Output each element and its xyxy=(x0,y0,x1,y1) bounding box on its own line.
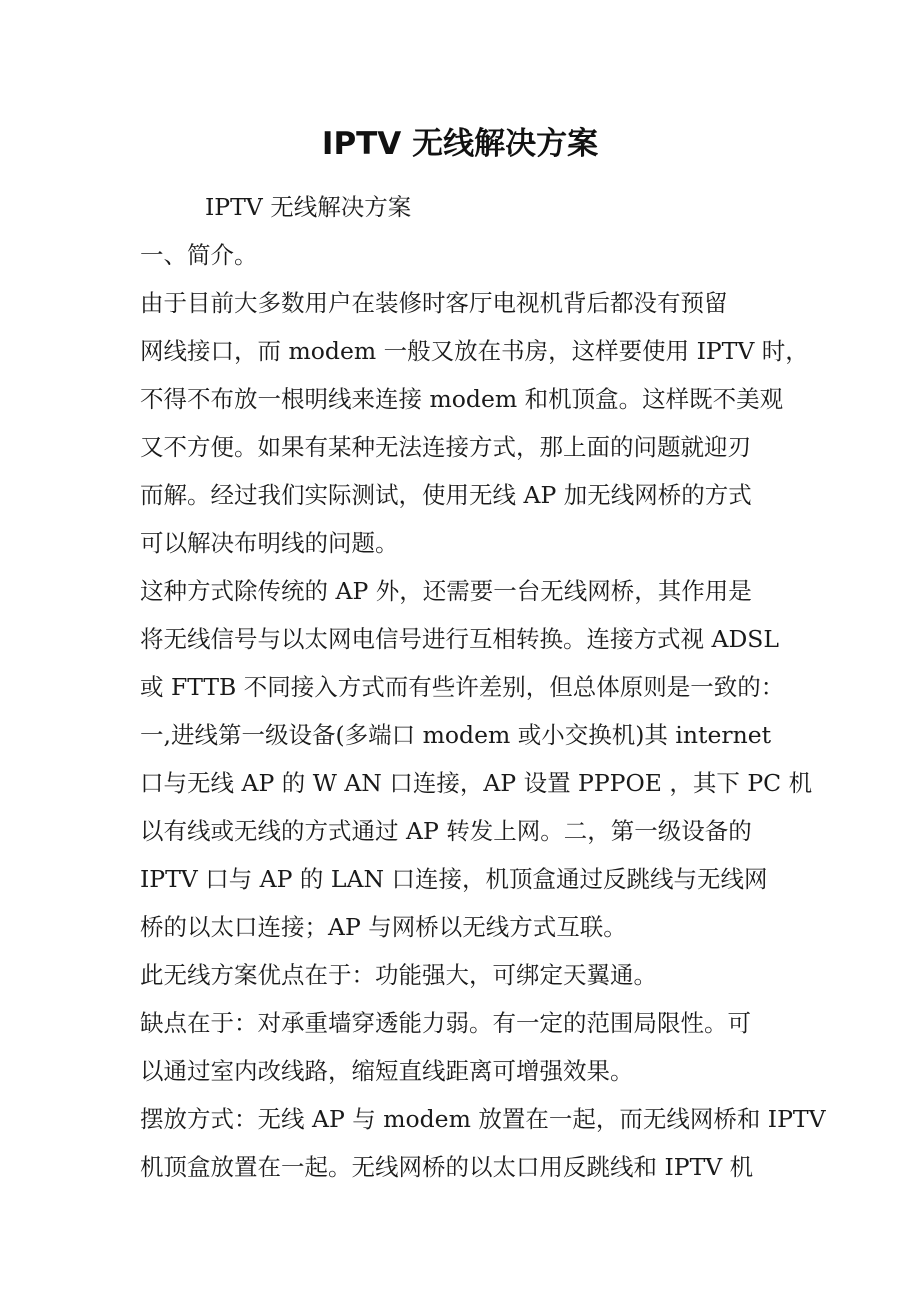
document-subtitle: IPTV 无线解决方案 xyxy=(205,193,412,221)
paragraph-line: 可以解决布明线的问题。 xyxy=(140,529,399,557)
paragraph-line: 桥的以太口连接；AP 与网桥以无线方式互联。 xyxy=(140,913,627,941)
paragraph-line: 由于目前大多数用户在装修时客厅电视机背后都没有预留 xyxy=(140,289,728,317)
paragraph-line: 一,进线第一级设备(多端口 modem 或小交换机)其 internet xyxy=(140,721,772,749)
paragraph-line: 缺点在于：对承重墙穿透能力弱。有一定的范围局限性。可 xyxy=(140,1009,751,1037)
paragraph-line: IPTV 口与 AP 的 LAN 口连接，机顶盒通过反跳线与无线网 xyxy=(140,865,768,893)
paragraph-line: 网线接口，而 modem 一般又放在书房，这样要使用 IPTV 时， xyxy=(140,337,809,365)
paragraph-line: 不得不布放一根明线来连接 modem 和机顶盒。这样既不美观 xyxy=(140,385,784,413)
paragraph-line: 这种方式除传统的 AP 外，还需要一台无线网桥，其作用是 xyxy=(140,577,752,605)
paragraph-line: 摆放方式：无线 AP 与 modem 放置在一起，而无线网桥和 IPTV xyxy=(140,1105,826,1133)
paragraph-line: 以有线或无线的方式通过 AP 转发上网。二，第一级设备的 xyxy=(140,817,752,845)
paragraph-line: 将无线信号与以太网电信号进行互相转换。连接方式视 ADSL xyxy=(140,625,779,653)
document-title: IPTV 无线解决方案 xyxy=(321,126,599,162)
paragraph-line: 以通过室内改线路，缩短直线距离可增强效果。 xyxy=(140,1057,634,1085)
paragraph-line: 又不方便。如果有某种无法连接方式，那上面的问题就迎刃 xyxy=(140,433,751,461)
paragraph-line: 此无线方案优点在于：功能强大，可绑定天翼通。 xyxy=(140,961,657,989)
section-heading-intro: 一、简介。 xyxy=(140,241,258,269)
paragraph-line: 机顶盒放置在一起。无线网桥的以太口用反跳线和 IPTV 机 xyxy=(140,1153,754,1181)
paragraph-line: 而解。经过我们实际测试，使用无线 AP 加无线网桥的方式 xyxy=(140,481,752,509)
paragraph-line: 或 FTTB 不同接入方式而有些许差别，但总体原则是一致的： xyxy=(140,673,785,701)
paragraph-line: 口与无线 AP 的 W AN 口连接，AP 设置 PPPOE ，其下 PC 机 xyxy=(140,769,813,797)
